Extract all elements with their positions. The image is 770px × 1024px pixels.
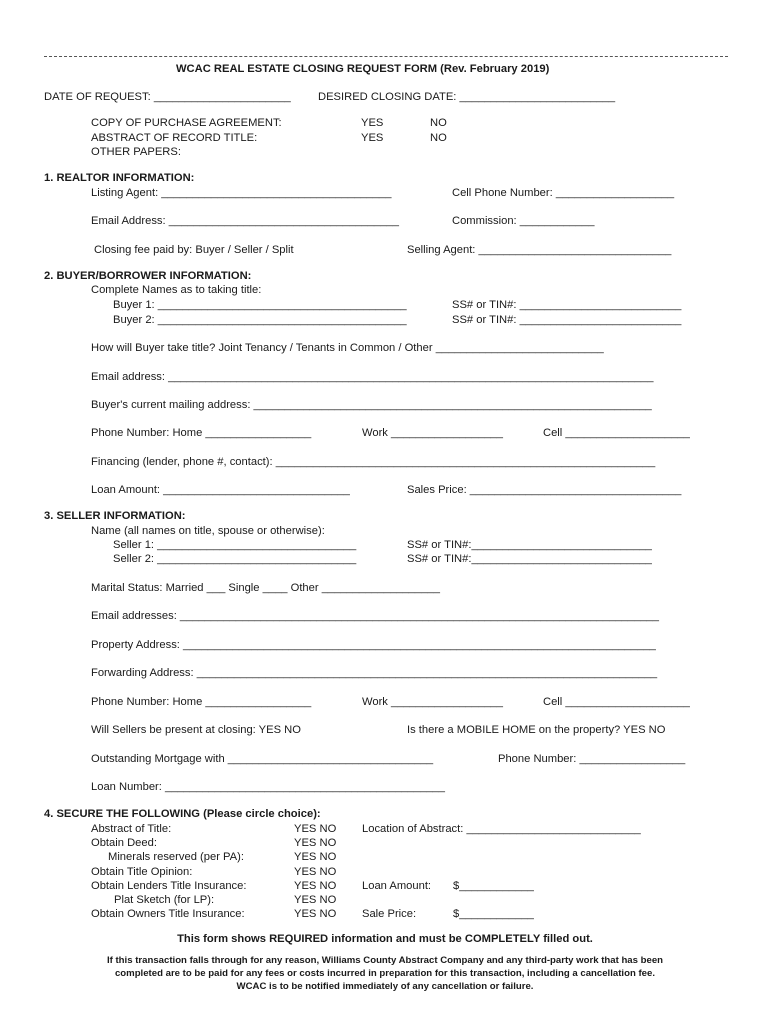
buyer1-field[interactable]: Buyer 1: ________________________________________ bbox=[113, 299, 407, 311]
secure-loan-amount-label: Loan Amount: bbox=[362, 880, 432, 892]
mobile-home-choice[interactable]: Is there a MOBILE HOME on the property? YES NO bbox=[407, 724, 666, 736]
secure-item-yes-no[interactable]: YES NO bbox=[294, 851, 337, 863]
secure-sale-price-field[interactable]: $____________ bbox=[453, 908, 534, 920]
outstanding-mortgage-field[interactable]: Outstanding Mortgage with _________________________________ bbox=[91, 753, 434, 765]
secure-item-yes-no[interactable]: YES NO bbox=[294, 880, 337, 892]
top-dashed-rule bbox=[44, 56, 728, 57]
date-of-request-field[interactable]: DATE OF REQUEST: ______________________ bbox=[44, 91, 291, 103]
copy-purchase-no[interactable]: NO bbox=[430, 117, 447, 129]
loan-number-field[interactable]: Loan Number: _____________________________________________ bbox=[91, 781, 445, 793]
copy-purchase-label: COPY OF PURCHASE AGREEMENT: bbox=[91, 117, 282, 129]
realtor-email-field[interactable]: Email Address: _____________________________________ bbox=[91, 215, 399, 227]
secure-item-label: Obtain Owners Title Insurance: bbox=[91, 908, 245, 920]
other-papers-label: OTHER PAPERS: bbox=[91, 146, 181, 158]
secure-item-label: Obtain Title Opinion: bbox=[91, 866, 193, 878]
secure-heading: 4. SECURE THE FOLLOWING (Please circle choice): bbox=[44, 808, 321, 820]
abstract-record-no[interactable]: NO bbox=[430, 132, 447, 144]
seller2-ss-field[interactable]: SS# or TIN#:_____________________________ bbox=[407, 553, 652, 565]
realtor-heading: 1. REALTOR INFORMATION: bbox=[44, 172, 195, 184]
footer-line-3: WCAC is to be notified immediately of any cancellation or failure. bbox=[236, 981, 534, 992]
selling-agent-field[interactable]: Selling Agent: _______________________________ bbox=[407, 244, 672, 256]
take-title-field[interactable]: How will Buyer take title? Joint Tenancy / Tenants in Common / Other ___________________________ bbox=[91, 342, 604, 354]
seller-emails-field[interactable]: Email addresses: _____________________________________________________________________________ bbox=[91, 610, 660, 622]
buyer-phone-home-field[interactable]: Phone Number: Home _________________ bbox=[91, 427, 312, 439]
secure-loan-amount-field[interactable]: $____________ bbox=[453, 880, 534, 892]
form-title: WCAC REAL ESTATE CLOSING REQUEST FORM (Rev. February 2019) bbox=[176, 63, 550, 75]
buyer-cell-field[interactable]: Cell ____________________ bbox=[543, 427, 690, 439]
secure-item-label: Obtain Lenders Title Insurance: bbox=[91, 880, 247, 892]
footer-line-2: completed are to be paid for any fees or costs incurred in preparation for this transaction, including a cancellation fee. bbox=[114, 968, 656, 979]
seller-cell-field[interactable]: Cell ____________________ bbox=[543, 696, 690, 708]
buyer2-field[interactable]: Buyer 2: ________________________________________ bbox=[113, 314, 407, 326]
desired-closing-date-field[interactable]: DESIRED CLOSING DATE: _________________________ bbox=[318, 91, 616, 103]
secure-item-label: Minerals reserved (per PA): bbox=[108, 851, 244, 863]
seller1-field[interactable]: Seller 1: ________________________________ bbox=[113, 539, 357, 551]
property-address-field[interactable]: Property Address: ____________________________________________________________________________ bbox=[91, 639, 656, 651]
buyer-work-field[interactable]: Work __________________ bbox=[362, 427, 504, 439]
buyer-heading: 2. BUYER/BORROWER INFORMATION: bbox=[44, 270, 252, 282]
sales-price-field[interactable]: Sales Price: __________________________________ bbox=[407, 484, 682, 496]
buyer1-ss-field[interactable]: SS# or TIN#: __________________________ bbox=[452, 299, 682, 311]
seller-phone-home-field[interactable]: Phone Number: Home _________________ bbox=[91, 696, 312, 708]
secure-item-yes-no[interactable]: YES NO bbox=[294, 908, 337, 920]
forwarding-address-field[interactable]: Forwarding Address: __________________________________________________________________________ bbox=[91, 667, 658, 679]
commission-field[interactable]: Commission: ____________ bbox=[452, 215, 595, 227]
buyer2-ss-field[interactable]: SS# or TIN#: __________________________ bbox=[452, 314, 682, 326]
abstract-record-label: ABSTRACT OF RECORD TITLE: bbox=[91, 132, 258, 144]
footer-line-1: If this transaction falls through for any reason, Williams County Abstract Company and any third-party work that has been bbox=[106, 955, 664, 966]
buyer-mailing-field[interactable]: Buyer's current mailing address: ________________________________________________________________ bbox=[91, 399, 652, 411]
cell-phone-field[interactable]: Cell Phone Number: ___________________ bbox=[452, 187, 675, 199]
closing-fee-choice[interactable]: Closing fee paid by: Buyer / Seller / Split bbox=[94, 244, 294, 256]
buyer-email-field[interactable]: Email address: ______________________________________________________________________________ bbox=[91, 371, 654, 383]
copy-purchase-yes[interactable]: YES bbox=[361, 117, 384, 129]
secure-item-yes-no[interactable]: YES NO bbox=[294, 894, 337, 906]
abstract-record-yes[interactable]: YES bbox=[361, 132, 384, 144]
secure-item-label: Obtain Deed: bbox=[91, 837, 157, 849]
seller-heading: 3. SELLER INFORMATION: bbox=[44, 510, 186, 522]
required-notice: This form shows REQUIRED information and must be COMPLETELY filled out. bbox=[177, 933, 593, 945]
seller-work-field[interactable]: Work __________________ bbox=[362, 696, 504, 708]
complete-names-label: Complete Names as to taking title: bbox=[91, 284, 262, 296]
abstract-location-field[interactable]: Location of Abstract: ____________________________ bbox=[362, 823, 641, 835]
financing-field[interactable]: Financing (lender, phone #, contact): _____________________________________________________________ bbox=[91, 456, 656, 468]
mortgage-phone-field[interactable]: Phone Number: _________________ bbox=[498, 753, 686, 765]
sellers-present-choice[interactable]: Will Sellers be present at closing: YES NO bbox=[91, 724, 301, 736]
secure-item-label: Plat Sketch (for LP): bbox=[114, 894, 215, 906]
seller1-ss-field[interactable]: SS# or TIN#:_____________________________ bbox=[407, 539, 652, 551]
secure-item-yes-no[interactable]: YES NO bbox=[294, 837, 337, 849]
secure-item-label: Abstract of Title: bbox=[91, 823, 172, 835]
secure-item-yes-no[interactable]: YES NO bbox=[294, 823, 337, 835]
loan-amount-field[interactable]: Loan Amount: ______________________________ bbox=[91, 484, 350, 496]
marital-status-field[interactable]: Marital Status: Married ___ Single ____ Other ___________________ bbox=[91, 582, 440, 594]
seller-names-label: Name (all names on title, spouse or otherwise): bbox=[91, 525, 325, 537]
listing-agent-field[interactable]: Listing Agent: _____________________________________ bbox=[91, 187, 392, 199]
secure-item-yes-no[interactable]: YES NO bbox=[294, 866, 337, 878]
secure-sale-price-label: Sale Price: bbox=[362, 908, 417, 920]
seller2-field[interactable]: Seller 2: ________________________________ bbox=[113, 553, 357, 565]
